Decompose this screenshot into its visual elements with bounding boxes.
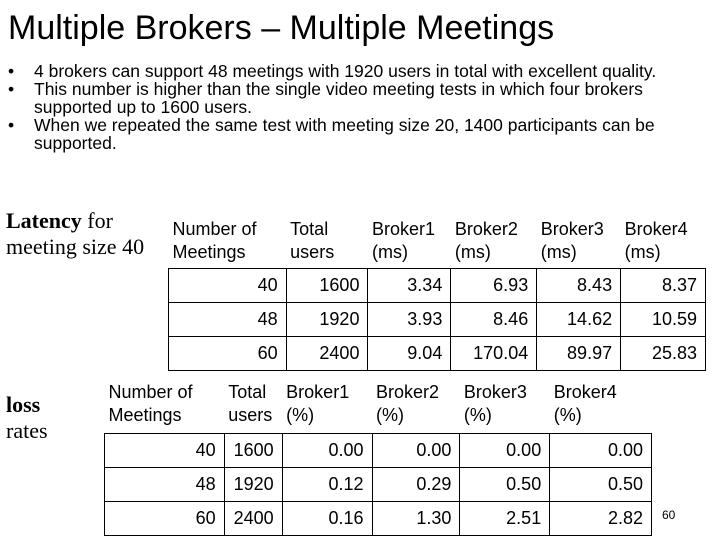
table-cell: 0.00 <box>460 433 550 467</box>
table-cell: 3.34 <box>368 268 451 302</box>
table-cell: 10.59 <box>621 302 706 336</box>
table-cell: 1920 <box>224 467 282 501</box>
loss-header-row <box>105 381 652 433</box>
table-cell: 0.29 <box>372 467 460 501</box>
table-cell: 8.37 <box>621 268 706 302</box>
table-cell: 0.00 <box>550 433 652 467</box>
latency-table <box>168 218 706 371</box>
table-cell: 48 <box>169 302 287 336</box>
table-cell: 2400 <box>286 336 368 370</box>
bullet-item: • 4 brokers can support 48 meetings with 1920 users in total with excellent quality. <box>8 62 708 80</box>
bullet-item: • This number is higher than the single video meeting tests in which four brokers supported up to 1600 users. <box>8 80 708 116</box>
table-cell: 1600 <box>224 433 282 467</box>
table-cell: 0.12 <box>282 467 372 501</box>
table-cell: 60 <box>105 501 225 535</box>
table-cell: 40 <box>169 268 287 302</box>
bullet-item: • When we repeated the same test with meeting size 20, 1400 participants can be supported. <box>8 116 708 152</box>
table-cell: 1920 <box>286 302 368 336</box>
table-cell: 0.16 <box>282 501 372 535</box>
table-row <box>105 433 652 467</box>
bullet-list <box>8 62 708 152</box>
table-cell: 0.00 <box>282 433 372 467</box>
table-cell: 8.43 <box>537 268 621 302</box>
latency-header-row <box>169 218 706 268</box>
table-cell: 170.04 <box>451 336 537 370</box>
table-cell: 2400 <box>224 501 282 535</box>
latency-header-cell: Number of Meetings <box>172 219 257 262</box>
table-cell: 3.93 <box>368 302 451 336</box>
table-row <box>105 501 652 535</box>
loss-label-bold: loss <box>6 392 41 417</box>
loss-header-cell: Broker4 (%) <box>553 382 617 425</box>
table-row <box>169 268 706 302</box>
latency-label-bold: Latency <box>6 208 82 233</box>
latency-header-cell: Broker4 (ms) <box>624 219 688 262</box>
loss-header-cell: Broker2 (%) <box>376 382 440 425</box>
loss-header-cell: Broker1 (%) <box>286 382 350 425</box>
table-cell: 2.82 <box>550 501 652 535</box>
loss-header-cell: Total users <box>228 382 273 425</box>
latency-header-cell: Total users <box>290 219 335 262</box>
table-cell: 1600 <box>286 268 368 302</box>
table-cell: 60 <box>169 336 287 370</box>
table-cell: 8.46 <box>451 302 537 336</box>
latency-header-cell: Broker2 (ms) <box>454 219 518 262</box>
table-row <box>105 467 652 501</box>
table-row <box>169 302 706 336</box>
table-cell: 6.93 <box>451 268 537 302</box>
table-cell: 0.50 <box>460 467 550 501</box>
table-cell: 25.83 <box>621 336 706 370</box>
latency-label-rest: for meeting size 40 <box>6 208 145 259</box>
table-cell: 0.50 <box>550 467 652 501</box>
table-cell: 48 <box>105 467 225 501</box>
loss-label-rest: rates <box>6 418 48 443</box>
latency-header-cell: Broker3 (ms) <box>540 219 604 262</box>
table-row <box>169 336 706 370</box>
table-cell: 89.97 <box>537 336 621 370</box>
slide-title: Multiple Brokers – Multiple Meetings <box>8 9 555 47</box>
loss-header-cell: Broker3 (%) <box>463 382 527 425</box>
latency-label <box>6 208 156 260</box>
loss-rate-table <box>104 381 652 536</box>
table-cell: 40 <box>105 433 225 467</box>
latency-header-cell: Broker1 (ms) <box>371 219 435 262</box>
page-number: 60 <box>662 508 676 522</box>
table-cell: 9.04 <box>368 336 451 370</box>
table-cell: 0.00 <box>372 433 460 467</box>
table-cell: 14.62 <box>537 302 621 336</box>
loss-header-cell: Number of Meetings <box>108 382 193 425</box>
table-cell: 1.30 <box>372 501 460 535</box>
table-cell: 2.51 <box>460 501 550 535</box>
loss-label <box>6 392 96 444</box>
